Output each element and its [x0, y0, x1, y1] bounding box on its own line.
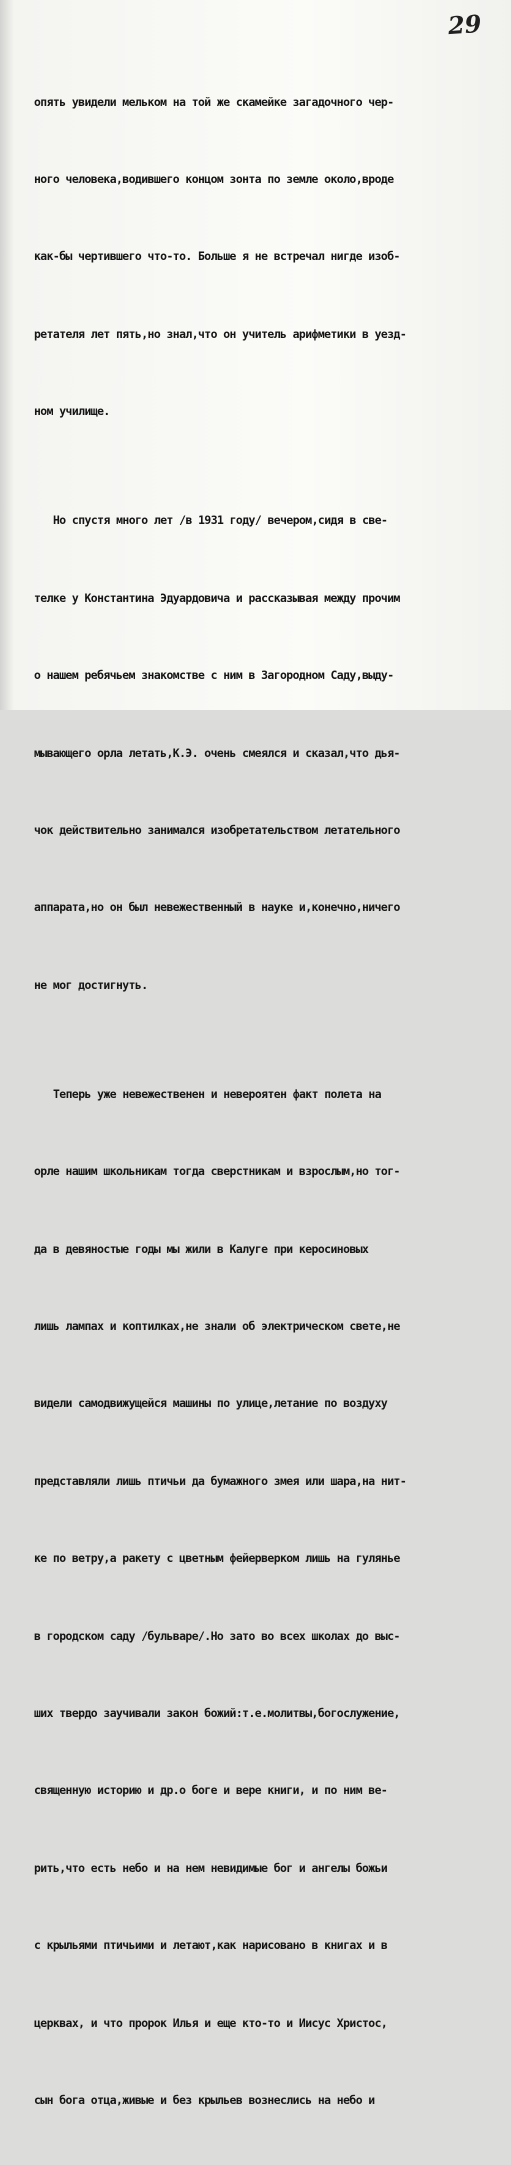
text-line: ном училище. — [34, 404, 110, 419]
text-line: церквах, и что пророк Илья и еще кто-то и Иисус Христос, — [34, 2015, 388, 2030]
text-line: лишь лампах и коптилках,не знали об электрическом свете,не — [34, 1319, 400, 1334]
paragraph-start-line: Теперь уже невежественен и невероятен факт полета на — [53, 1086, 382, 1101]
text-line: о нашем ребячьем знакомстве с ним в Загородном Саду,выду- — [34, 668, 394, 683]
text-line: орле нашим школьникам тогда сверстникам и взрослым,но тог- — [34, 1164, 400, 1179]
text-line: священную историю и др.о боге и вере книги, и по ним ве- — [34, 1783, 388, 1798]
text-line: ретателя лет пять,но знал,что он учитель арифметики в уезд- — [34, 326, 407, 341]
text-line: мывающего орла летать,К.Э. очень смеялся и сказал,что дья- — [34, 745, 400, 760]
text-line: видели самодвижущейся машины по улице,летание по воздуху — [34, 1396, 388, 1411]
text-line: ших твердо заучивали закон божий:т.е.молитвы,богослужение, — [34, 1706, 400, 1720]
page-number: 29 — [447, 8, 483, 41]
text-line: в городском саду /бульваре/.Но зато во всех школах до выс- — [34, 1628, 400, 1643]
text-line: с крыльями птичьими и летают,как нарисовано в книгах и в — [34, 1938, 388, 1953]
document-text — [34, 38, 504, 2165]
text-line: не мог достигнуть. — [34, 977, 148, 992]
text-line: аппарата,но он был невежественный в науке и,конечно,ничего — [34, 900, 400, 915]
text-line: сын бога отца,живые и без крыльев вознеслись на небо и — [34, 2092, 375, 2107]
text-line: чок действительно занимался изобретательством летательного — [34, 822, 400, 837]
paragraph-start-line: Но спустя много лет /в 1931 году/ вечером,сидя в све- — [53, 513, 388, 528]
text-line: ке по ветру,а ракету с цветным фейерверком лишь на гулянье — [34, 1551, 400, 1566]
text-line: рить,что есть небо и на нем невидимые бог и ангелы божьи — [34, 1860, 388, 1875]
text-line: ного человека,водившего концом зонта по земле около,вроде — [34, 171, 394, 186]
text-line: представляли лишь птичьи да бумажного змея или шара,на нит- — [34, 1473, 407, 1488]
text-line: опять увидели мельком на той же скамейке загадочного чер- — [34, 94, 394, 109]
text-line: телке у Константина Эдуардовича и рассказывая между прочим — [34, 590, 400, 605]
text-line: да в девяностые годы мы жили в Калуге при керосиновых — [34, 1241, 369, 1256]
text-line: как-бы чертившего что-то. Больше я не встречал нигде изоб- — [34, 249, 400, 264]
